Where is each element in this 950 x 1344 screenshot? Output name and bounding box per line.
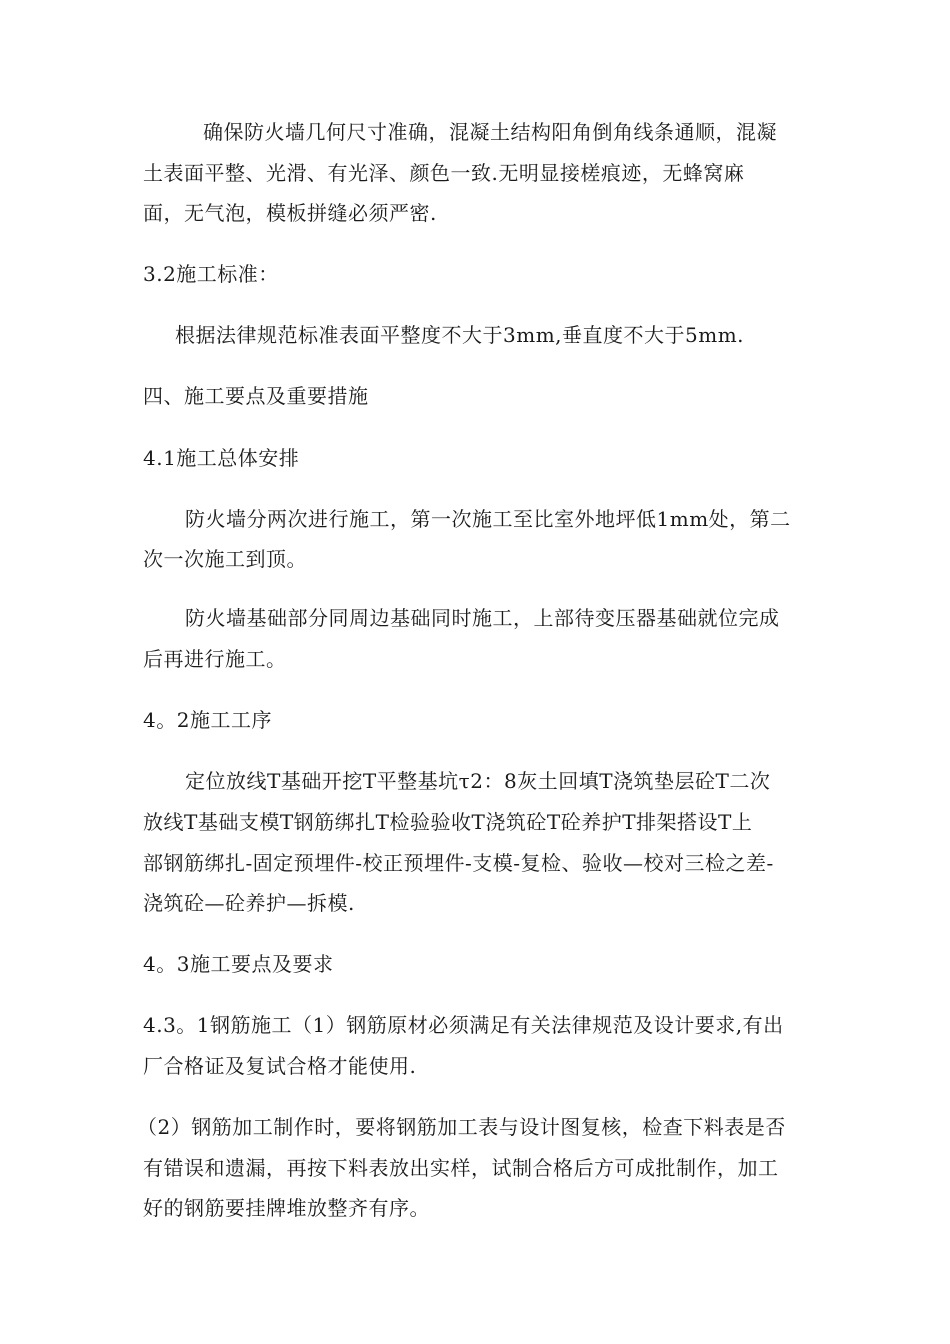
paragraph-line: 浇筑砼—砼养护—拆模. bbox=[143, 891, 355, 915]
section-heading-3-2: 3.2施工标准： bbox=[143, 262, 279, 286]
paragraph-line: 厂合格证及复试合格才能使用. bbox=[143, 1054, 417, 1078]
paragraph-line: 放线T基础支模T钢筋绑扎T检验验收T浇筑砼T砼养护T排架搭设T上 bbox=[143, 810, 753, 834]
section-heading-4-3: 4。3施工要点及要求 bbox=[143, 952, 334, 976]
paragraph-line: 土表面平整、光滑、有光泽、颜色一致.无明显接槎痕迹，无蜂窝麻 bbox=[143, 161, 745, 185]
section-heading-4-1: 4.1施工总体安排 bbox=[143, 446, 300, 470]
paragraph-line: 后再进行施工。 bbox=[143, 647, 287, 671]
paragraph-line: 次一次施工到顶。 bbox=[143, 547, 307, 571]
paragraph-line: 好的钢筋要挂牌堆放整齐有序。 bbox=[143, 1196, 430, 1220]
section-heading-4-2: 4。2施工工序 bbox=[143, 708, 272, 732]
paragraph-line: 防火墙分两次进行施工，第一次施工至比室外地坪低1mm处，第二 bbox=[185, 507, 791, 531]
paragraph-line: （2）钢筋加工制作时，要将钢筋加工表与设计图复核，检查下料表是否 bbox=[137, 1115, 786, 1139]
paragraph-line: 面，无气泡，模板拼缝必须严密. bbox=[143, 201, 437, 225]
section-heading-4: 四、施工要点及重要措施 bbox=[143, 384, 369, 408]
paragraph-line: 确保防火墙几何尺寸准确，混凝土结构阳角倒角线条通顺，混凝 bbox=[203, 120, 777, 144]
paragraph-line: 根据法律规范标准表面平整度不大于3mm,垂直度不大于5mm. bbox=[175, 323, 745, 347]
paragraph-line: 部钢筋绑扎-固定预埋件-校正预埋件-支模-复检、验收—校对三检之差- bbox=[143, 851, 774, 875]
paragraph-line: 定位放线T基础开挖T平整基坑τ2：8灰土回填T浇筑垫层砼T二次 bbox=[185, 769, 771, 793]
paragraph-line: 4.3。1钢筋施工（1）钢筋原材必须满足有关法律规范及设计要求,有出 bbox=[143, 1013, 784, 1037]
paragraph-line: 防火墙基础部分同周边基础同时施工，上部待变压器基础就位完成 bbox=[185, 606, 780, 630]
paragraph-line: 有错误和遗漏，再按下料表放出实样，试制合格后方可成批制作，加工 bbox=[143, 1156, 779, 1180]
